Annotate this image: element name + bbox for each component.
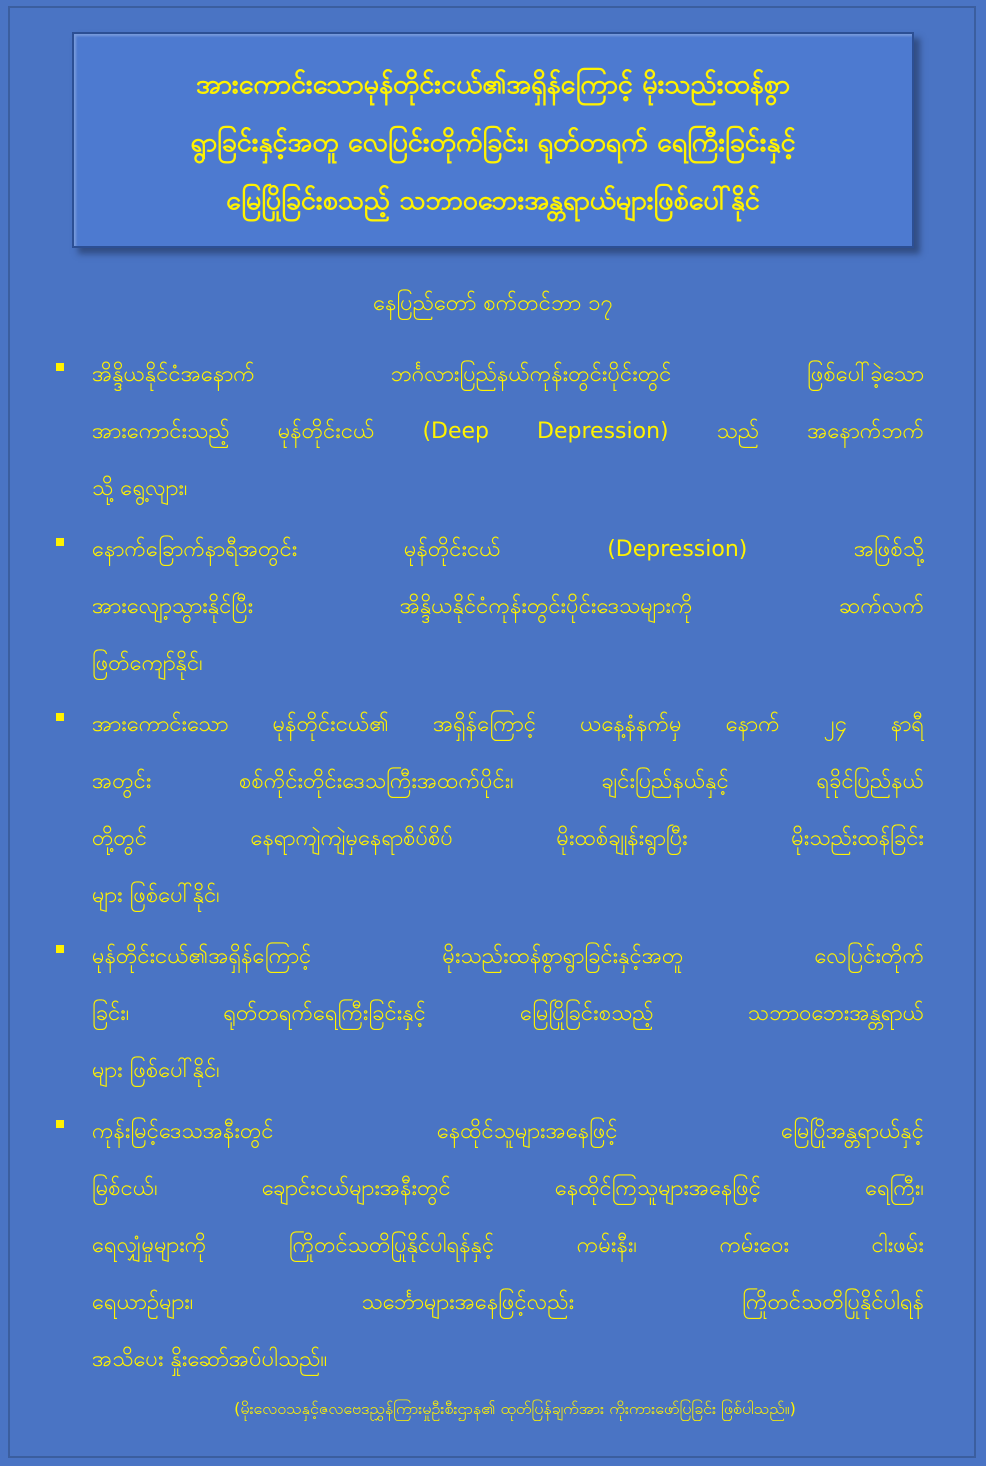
bullet-text-line: မြစ်ငယ်၊ ချောင်းငယ်များအနီးတွင် နေထိုင်ကြသူများအနေဖြင့် ရေကြီး၊ xyxy=(92,1176,924,1201)
bullet-item xyxy=(40,928,924,1099)
bullet-text-line: များ ဖြစ်ပေါ်နိုင်၊ xyxy=(92,883,220,908)
bullet-item xyxy=(40,1103,924,1388)
bullet-list xyxy=(40,346,924,1392)
bullet-item xyxy=(40,521,924,692)
bullet-text-line: သို့ ရွေ့လျား၊ xyxy=(92,476,188,501)
square-bullet-icon xyxy=(56,945,64,953)
bullet-text-line: ဖြတ်ကျော်နိုင်၊ xyxy=(92,651,203,676)
bullet-text-line: များ ဖြစ်ပေါ်နိုင်၊ xyxy=(92,1058,220,1083)
headline-box xyxy=(72,32,914,248)
dateline: နေပြည်တော် စက်တင်ဘာ ၁၇ xyxy=(373,291,613,316)
bullet-text-line: တို့တွင် နေရာကျဲကျဲမှနေရာစိပ်စိပ် မိုးထစ်ချုန်းရွာပြီး မိုးသည်းထန်ခြင်း xyxy=(92,826,924,851)
bullet-text-line: အားကောင်းသော မုန်တိုင်းငယ်၏ အရှိန်ကြောင့် ယနေ့နံနက်မှ နောက် ၂၄ နာရီ xyxy=(92,712,924,737)
headline-line: ရွာခြင်းနှင့်အတူ လေပြင်းတိုက်ခြင်း၊ ရုတ်တရက် ရေကြီးခြင်းနှင့် xyxy=(190,127,796,158)
square-bullet-icon xyxy=(56,713,64,721)
bullet-text-line: အတွင်း စစ်ကိုင်းတိုင်းဒေသကြီးအထက်ပိုင်း၊ ချင်းပြည်နယ်နှင့် ရခိုင်ပြည်နယ် xyxy=(92,769,924,794)
bullet-text-line: မုန်တိုင်းငယ်၏အရှိန်ကြောင့် မိုးသည်းထန်စွာရွာခြင်းနှင့်အတူ လေပြင်းတိုက် xyxy=(92,944,924,969)
bullet-text-line: အိန္ဒိယနိုင်ငံအနောက် ဘင်္ဂလားပြည်နယ်ကုန်းတွင်းပိုင်းတွင် ဖြစ်ပေါ်ခဲ့သော xyxy=(92,362,924,387)
square-bullet-icon xyxy=(56,1120,64,1128)
bullet-text-line: ရေလျှံမှုများကို ကြိုတင်သတိပြုနိုင်ပါရန်နှင့် ကမ်းနီး၊ ကမ်းဝေး ငါးဖမ်း xyxy=(92,1233,924,1258)
bullet-text-line: နောက်ခြောက်နာရီအတွင်း မုန်တိုင်းငယ် (Depression) အဖြစ်သို့ xyxy=(92,537,924,562)
bullet-item xyxy=(40,696,924,924)
headline-line: အားကောင်းသောမုန်တိုင်းငယ်၏အရှိန်ကြောင့် မိုးသည်းထန်စွာ xyxy=(196,69,790,100)
square-bullet-icon xyxy=(56,538,64,546)
headline-line: မြေပြိုခြင်းစသည့် သဘာဝဘေးအန္တရာယ်များဖြစ်ပေါ်နိုင် xyxy=(226,185,760,216)
bullet-text-line: ကုန်းမြင့်ဒေသအနီးတွင် နေထိုင်သူများအနေဖြင့် မြေပြိုအန္တရာယ်နှင့် xyxy=(92,1119,924,1144)
bullet-text-line: အသိပေး နှိုးဆော်အပ်ပါသည်။ xyxy=(92,1347,328,1372)
bullet-text-line: အားကောင်းသည့် မုန်တိုင်းငယ် (Deep Depression) သည် အနောက်ဘက် xyxy=(92,419,924,444)
source-footnote: (မိုးလေဝသနှင့်ဇလဗေဒညွှန်ကြားမှုဦးစီးဌာန၏ ထုတ်ပြန်ချက်အား ကိုးကားဖော်ပြခြင်း ဖြစ်ပါသည်။) xyxy=(234,1399,796,1418)
bullet-text-line: ရေယာဉ်များ၊ သင်္ဘောများအနေဖြင့်လည်း ကြိုတင်သတိပြုနိုင်ပါရန် xyxy=(92,1290,924,1315)
bullet-item xyxy=(40,346,924,517)
square-bullet-icon xyxy=(56,363,64,371)
bullet-text-line: ခြင်း၊ ရုတ်တရက်ရေကြီးခြင်းနှင့် မြေပြိုခြင်းစသည့် သဘာဝဘေးအန္တရာယ် xyxy=(92,1001,924,1026)
bullet-text-line: အားလျော့သွားနိုင်ပြီး အိန္ဒိယနိုင်ငံကုန်းတွင်းပိုင်းဒေသများကို ဆက်လက် xyxy=(92,594,924,619)
